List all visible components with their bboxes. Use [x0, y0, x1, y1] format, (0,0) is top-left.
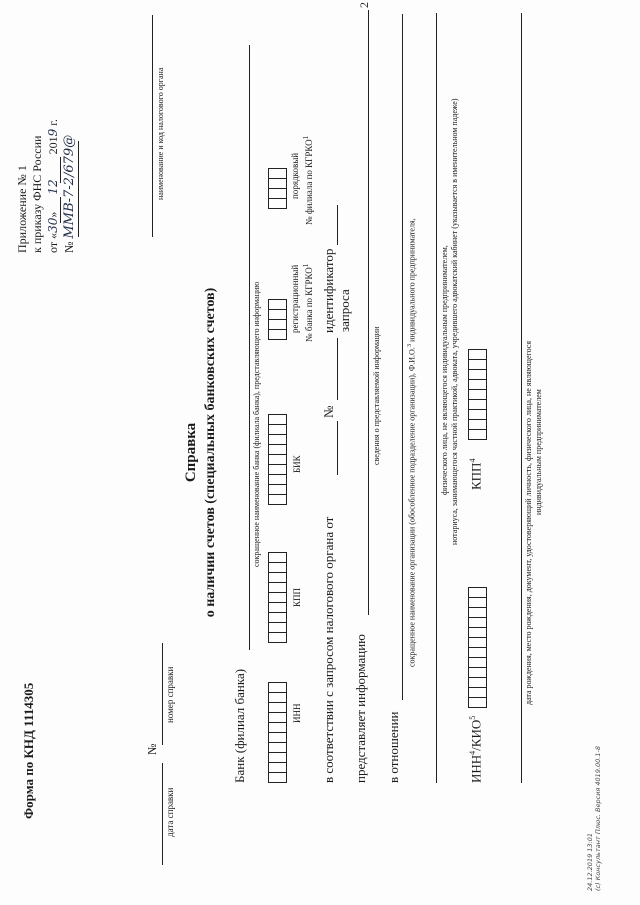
bank-kpp-cells[interactable] — [268, 553, 287, 643]
digit-cell[interactable] — [268, 484, 287, 495]
certificate-no-sign: № — [145, 743, 159, 755]
digit-cell[interactable] — [468, 677, 487, 688]
digit-cell[interactable] — [268, 434, 287, 445]
subject-name-line — [402, 14, 403, 700]
order-month: 12 — [46, 179, 60, 195]
request-no-sign: № — [321, 405, 336, 418]
digit-cell[interactable] — [268, 612, 287, 623]
digit-cell[interactable] — [268, 742, 287, 753]
digit-cell[interactable] — [268, 722, 287, 733]
certificate-title: Справка — [183, 422, 199, 483]
digit-cell[interactable] — [468, 399, 487, 410]
tax-authority-line — [152, 15, 153, 237]
request-number-line — [337, 338, 338, 400]
bank-reg-number-cells[interactable] — [268, 300, 287, 340]
digit-cell[interactable] — [468, 429, 487, 440]
request-provides: представляет информацию — [353, 634, 368, 783]
digit-cell[interactable] — [268, 444, 287, 455]
order-month-underline — [60, 157, 61, 183]
digit-cell[interactable] — [268, 712, 287, 723]
digit-cell[interactable] — [468, 369, 487, 380]
digit-cell[interactable] — [268, 692, 287, 703]
subject-line-2 — [436, 13, 437, 783]
digit-cell[interactable] — [468, 389, 487, 400]
order-from-label: от « — [46, 232, 60, 253]
digit-cell[interactable] — [268, 414, 287, 425]
digit-cell[interactable] — [268, 424, 287, 435]
order-number-label: № — [62, 241, 76, 253]
digit-cell[interactable] — [468, 597, 487, 608]
order-year-suffix: г. — [46, 119, 60, 126]
digit-cell[interactable] — [268, 474, 287, 485]
digit-cell[interactable] — [468, 607, 487, 618]
order-number-value: ММВ-7-2/679@ — [62, 134, 77, 239]
digit-cell[interactable] — [468, 637, 487, 648]
digit-cell[interactable] — [468, 657, 487, 668]
digit-cell[interactable] — [468, 409, 487, 420]
digit-cell[interactable] — [268, 319, 287, 330]
digit-cell[interactable] — [268, 454, 287, 465]
subject-caption-line-2: физического лица, не являющегося индивидуальным предпринимателем, — [440, 245, 449, 495]
request-date-line — [337, 421, 338, 475]
digit-cell[interactable] — [268, 329, 287, 340]
digit-cell[interactable] — [468, 697, 487, 708]
form-knd-code: Форма по КНД 1114305 — [21, 682, 36, 819]
request-info-line — [368, 10, 369, 615]
subject-caption-line-3: нотариуса, занимающегося частной практикой, адвоката, учредившего адвокатский кабинет (указывается в именительном падеже) — [450, 98, 459, 545]
digit-cell[interactable] — [268, 772, 287, 783]
digit-cell[interactable] — [468, 587, 487, 598]
footer-line-2: (c) Консультант Плюс. Версия 4019.00.1-8 — [594, 746, 602, 891]
certificate-date-caption: дата справки — [165, 787, 175, 837]
digit-cell[interactable] — [268, 582, 287, 593]
bank-label: Банк (филиал банка) — [232, 668, 247, 783]
request-info-caption: сведения о представляемой информации — [372, 326, 381, 465]
bank-bik-cells[interactable] — [268, 415, 287, 505]
digit-cell[interactable] — [268, 168, 287, 179]
subject-inn-kio-cells[interactable] — [468, 588, 487, 708]
subject-label: в отношении — [386, 711, 401, 783]
subject-name-caption: сокращенное наименование организации (обособленное подразделение организации), Ф.И.О.$^3$ индивидуального предпринимателя, — [406, 218, 417, 667]
order-quote: » — [46, 211, 60, 218]
digit-cell[interactable] — [468, 687, 487, 698]
bank-bik-label: БИК — [292, 455, 302, 473]
digit-cell[interactable] — [468, 419, 487, 430]
digit-cell[interactable] — [268, 682, 287, 693]
bank-name-caption: сокращенное наименование банка (филиала банка), представляющего информацию — [252, 281, 261, 567]
subject-birth-caption-1: дата рождения, место рождения, документ, удостоверяющий личность, физического лица, не являющегося — [524, 340, 533, 705]
digit-cell[interactable] — [268, 592, 287, 603]
bank-branch-number-line1: порядковый — [290, 152, 300, 199]
order-number-underline — [78, 141, 79, 237]
subject-birth-line — [521, 13, 522, 783]
digit-cell[interactable] — [268, 752, 287, 763]
order-number — [62, 135, 77, 253]
digit-cell[interactable] — [468, 349, 487, 360]
digit-cell[interactable] — [268, 464, 287, 475]
digit-cell[interactable] — [268, 178, 287, 189]
certificate-number-caption: номер справки — [165, 666, 175, 723]
digit-cell[interactable] — [268, 702, 287, 713]
certificate-number-line — [162, 643, 163, 745]
order-day: 30 — [46, 217, 60, 233]
bank-inn-cells[interactable] — [268, 683, 287, 783]
digit-cell[interactable] — [468, 627, 487, 638]
digit-cell[interactable] — [268, 632, 287, 643]
request-identifier-line — [337, 205, 338, 245]
order-date — [46, 119, 61, 253]
digit-cell[interactable] — [268, 622, 287, 633]
appendix-line-1: Приложение № 1 — [15, 165, 29, 253]
digit-cell[interactable] — [268, 198, 287, 209]
digit-cell[interactable] — [268, 562, 287, 573]
bank-kpp-label: КПП — [292, 587, 302, 607]
bank-name-line — [249, 45, 250, 650]
digit-cell[interactable] — [468, 667, 487, 678]
subject-kpp-label: КПП$^4$ — [468, 458, 484, 490]
footer-line-1: 24.12.2019 13:01 — [586, 832, 594, 891]
bank-inn-label: ИНН — [292, 703, 302, 723]
bank-reg-number-line2: № банка по КГРКО$^1$ — [301, 263, 314, 342]
order-year-digit: 9 — [46, 128, 60, 137]
tax-authority-caption: наименование и код налогового органа — [156, 67, 165, 200]
digit-cell[interactable] — [268, 732, 287, 743]
bank-reg-number-line1: регистрационный — [290, 264, 300, 333]
bank-branch-number-cells[interactable] — [268, 169, 287, 209]
page-number: 2 — [357, 2, 371, 8]
digit-cell[interactable] — [468, 647, 487, 658]
inn-kio-label: ИНН$^4$/КИО$^5$ — [468, 715, 484, 783]
order-year-prefix: 201 — [46, 136, 60, 155]
digit-cell[interactable] — [268, 494, 287, 505]
certificate-date-line — [162, 763, 163, 865]
digit-cell[interactable] — [468, 617, 487, 628]
digit-cell[interactable] — [268, 552, 287, 563]
bank-branch-number-line2: № филиала по КГРКО$^1$ — [301, 135, 314, 225]
digit-cell[interactable] — [468, 359, 487, 370]
request-identifier-line1: идентификатор — [321, 248, 336, 333]
digit-cell[interactable] — [268, 762, 287, 773]
subject-birth-caption-2: индивидуальным предпринимателем — [534, 389, 543, 515]
subject-kpp-cells[interactable] — [468, 350, 487, 440]
digit-cell[interactable] — [468, 379, 487, 390]
certificate-subtitle: о наличии счетов (специальных банковских счетов) — [203, 287, 218, 618]
request-identifier-line2: запроса — [337, 289, 352, 332]
request-prefix: в соответствии с запросом налогового органа от — [321, 516, 336, 783]
digit-cell[interactable] — [268, 188, 287, 199]
order-day-underline — [60, 197, 61, 223]
digit-cell[interactable] — [268, 602, 287, 613]
digit-cell[interactable] — [268, 309, 287, 320]
digit-cell[interactable] — [268, 572, 287, 583]
digit-cell[interactable] — [268, 299, 287, 310]
appendix-line-2: к приказу ФНС России — [30, 135, 44, 253]
